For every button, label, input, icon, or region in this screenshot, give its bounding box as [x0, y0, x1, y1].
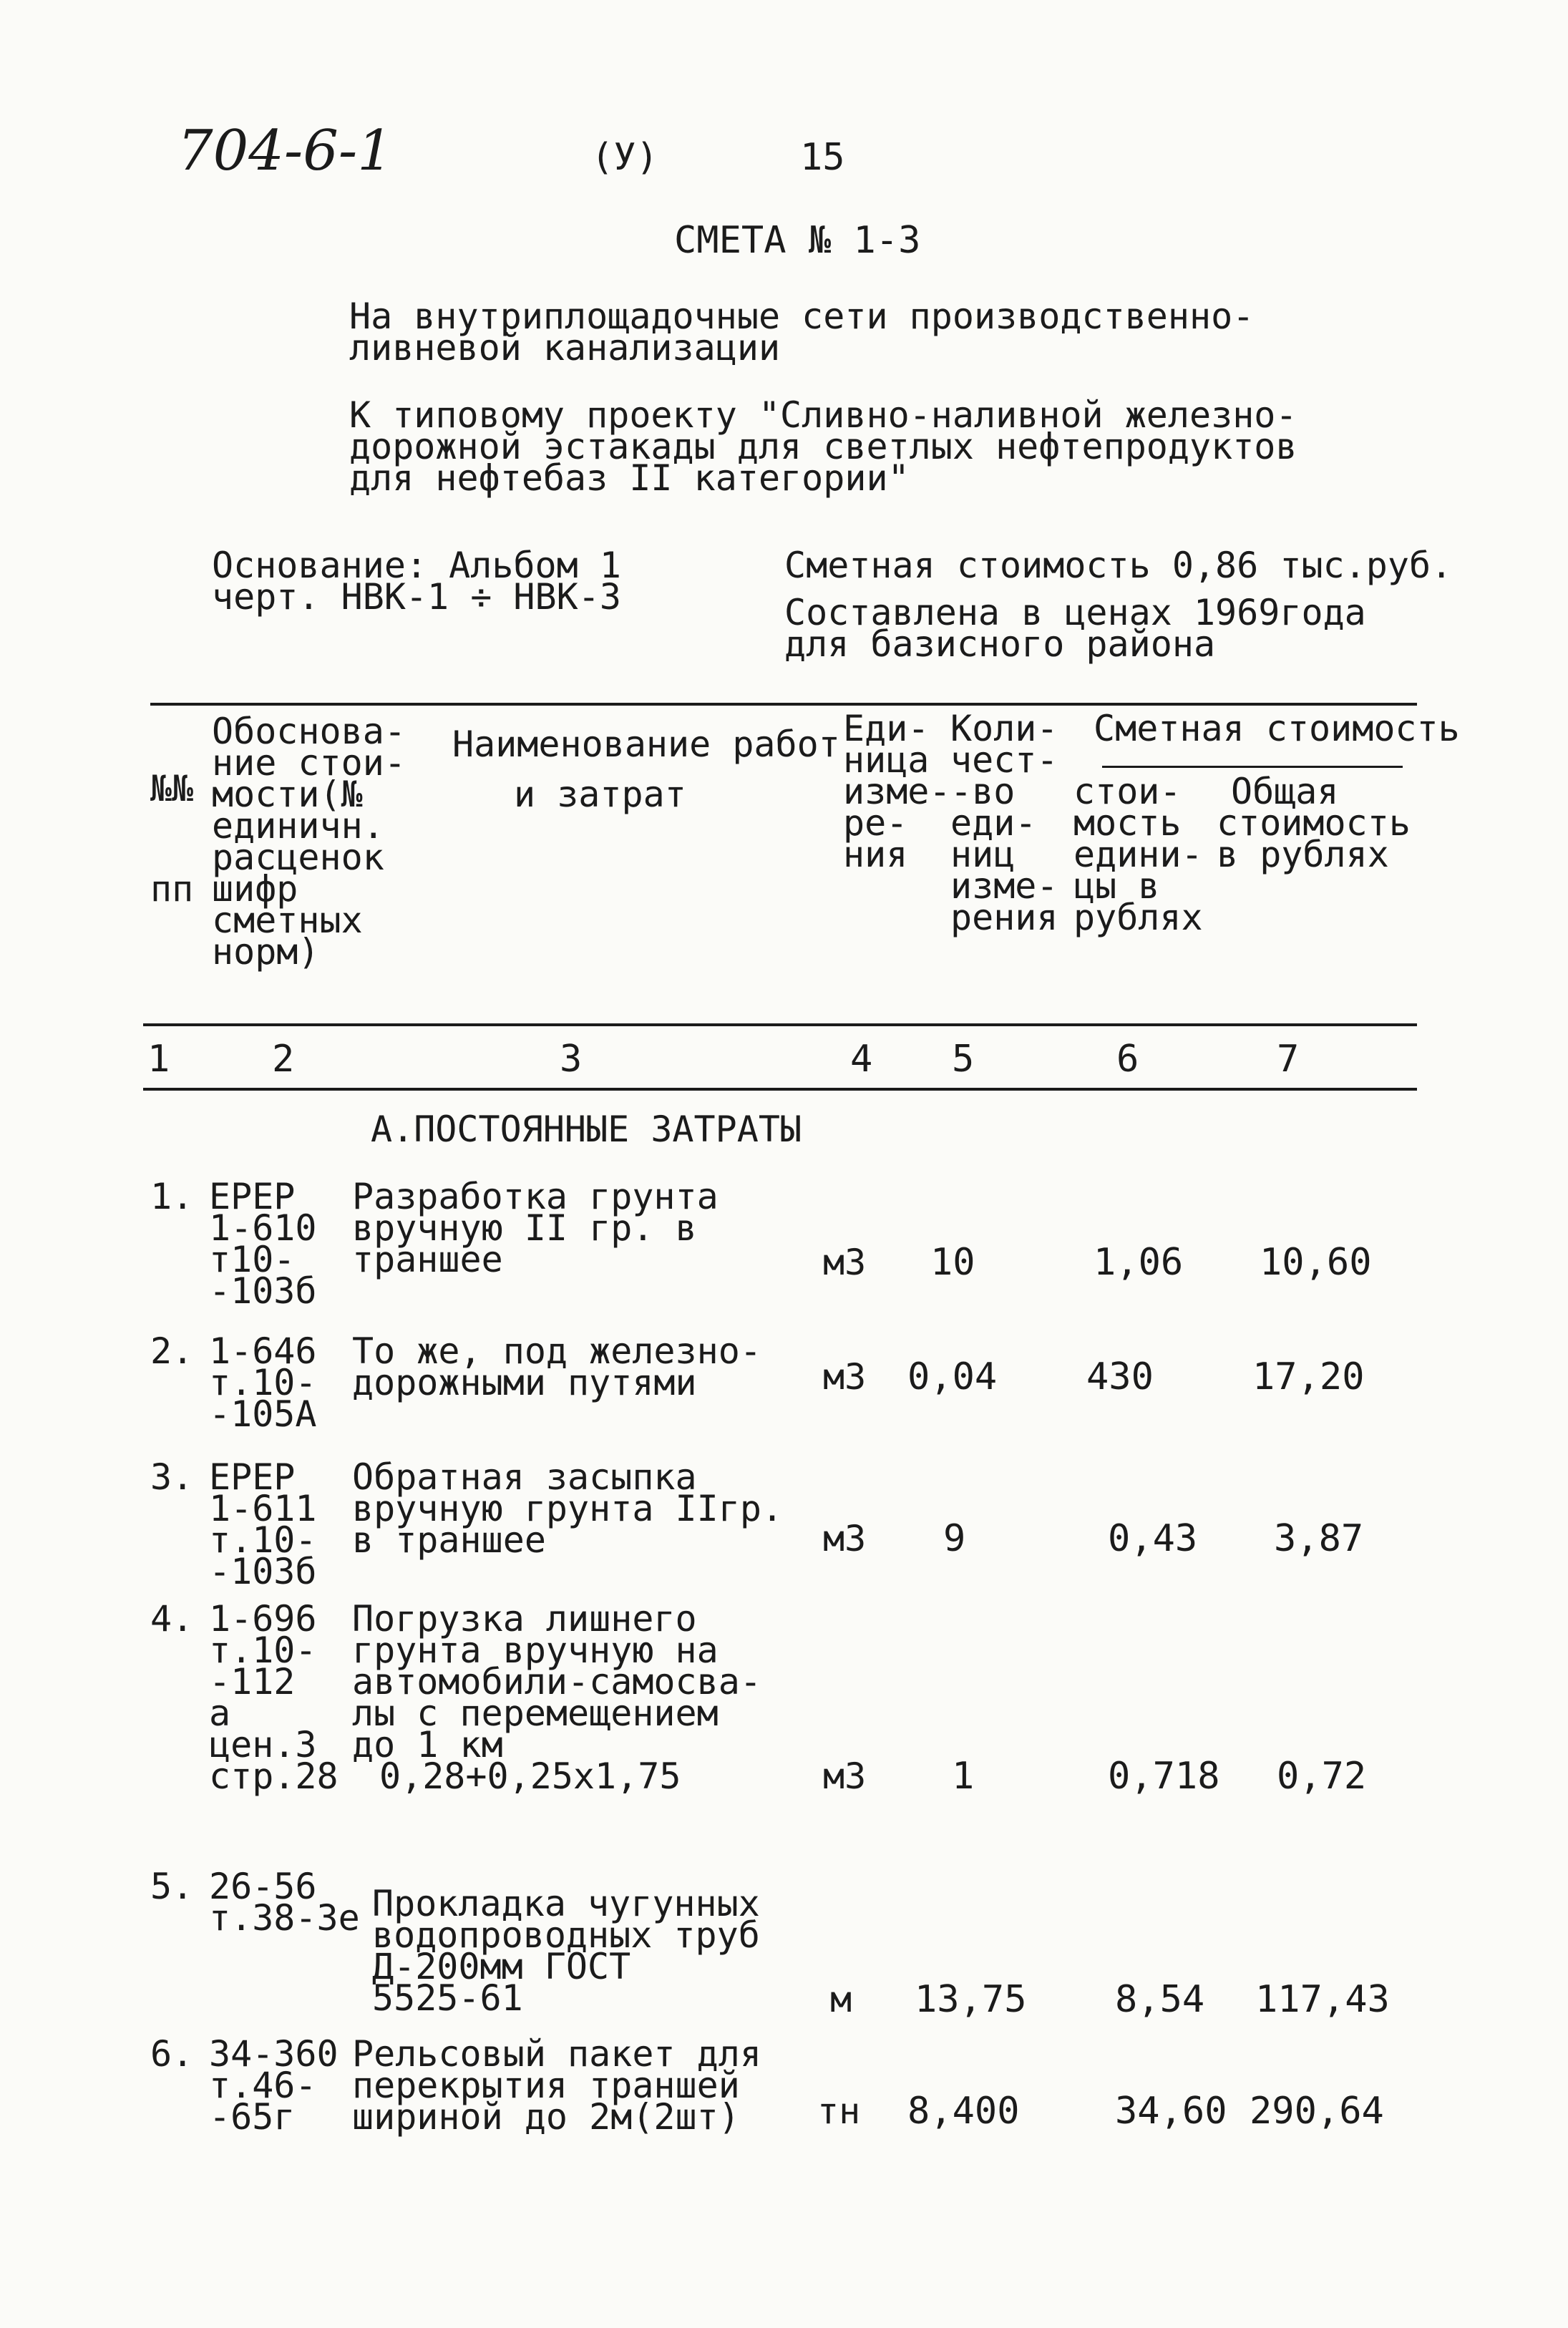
header-col6-line: стои-: [1073, 771, 1182, 812]
row-name-line: Прокладка чугунных: [372, 1883, 760, 1924]
header-col5-line: ниц: [950, 834, 1016, 875]
row-unit: м3: [823, 1242, 867, 1283]
row-quantity: 9: [943, 1517, 966, 1560]
header-col1-line-2: пп: [150, 868, 194, 910]
row-unit-cost: 34,60: [1115, 2090, 1227, 2133]
header-col4-line: Еди-: [843, 708, 930, 749]
header-col2-line: мости(№: [212, 774, 363, 815]
row-quantity: 10: [930, 1241, 975, 1284]
header-bottom-rule: [143, 1023, 1417, 1026]
header-col3-line-1: Наименование работ: [452, 724, 840, 765]
row-name-line: Разработка грунта: [352, 1176, 719, 1217]
row-quantity: 13,75: [915, 1978, 1027, 2021]
row-name-line: Погрузка лишнего: [352, 1598, 697, 1640]
row-code-line: 34-360: [209, 2033, 339, 2075]
row-code-line: -105А: [209, 1393, 317, 1435]
row-name-line: лы с перемещением: [352, 1693, 719, 1734]
row-code-line: стр.28: [209, 1755, 339, 1797]
header-col2-line: Обоснова-: [212, 711, 406, 752]
row-name-line: грунта вручную на: [352, 1630, 719, 1671]
row-name-line: То же, под железно-: [352, 1330, 761, 1372]
header-col7-line: в рублях: [1217, 834, 1389, 875]
column-numbers-rule: [143, 1088, 1417, 1091]
row-code-line: т10-: [209, 1239, 296, 1280]
header-col4-line: ница: [843, 739, 930, 781]
header-col5-line: -во: [950, 771, 1016, 812]
header-col4-line: ре-: [843, 802, 908, 844]
row-total: 117,43: [1255, 1978, 1390, 2021]
project-line-2: дорожной эстакады для светлых нефтепродуктов: [349, 426, 1297, 467]
column-number: 4: [850, 1038, 873, 1081]
header-col6-line: рублях: [1073, 897, 1203, 938]
row-code-line: а: [209, 1693, 231, 1734]
row-code-line: 26-56: [209, 1866, 317, 1907]
estimate-cost: Сметная стоимость 0,86 тыс.руб.: [784, 545, 1453, 586]
row-code-line: т.10-: [209, 1630, 317, 1671]
row-unit-cost: 430: [1086, 1355, 1154, 1398]
row-total: 290,64: [1250, 2090, 1384, 2133]
handwritten-code: 704-6-1: [177, 119, 393, 183]
subtitle-line-1: На внутриплощадочные сети производственно-: [349, 296, 1255, 337]
row-name-line: Рельсовый пакет для: [352, 2033, 761, 2075]
row-name-line: до 1 км: [352, 1724, 503, 1766]
section-heading: А.ПОСТОЯННЫЕ ЗАТРАТЫ: [371, 1109, 802, 1150]
row-unit-cost: 0,718: [1108, 1755, 1220, 1798]
row-quantity: 0,04: [907, 1355, 998, 1398]
header-col7-line: Общая: [1231, 771, 1339, 812]
row-code-line: 1-646: [209, 1330, 317, 1372]
row-number: 3.: [150, 1456, 194, 1498]
row-name-line: в траншее: [352, 1519, 546, 1561]
row-code-line: -103б: [209, 1270, 317, 1312]
column-number: 1: [147, 1038, 170, 1081]
row-name-line: 5525-61: [372, 1977, 523, 2019]
header-col6-line: мость: [1073, 802, 1182, 844]
row-unit: м3: [823, 1356, 867, 1398]
subtitle-line-2: ливневой канализации: [349, 327, 781, 369]
header-col7-line: стоимость: [1217, 802, 1411, 844]
basis-line-2: черт. НВК-1 ÷ НВК-3: [212, 576, 621, 618]
header-col5-line: рения: [950, 897, 1058, 938]
header-col2-line: расценок: [212, 837, 384, 878]
row-name-line: Д-200мм ГОСТ: [372, 1946, 631, 1987]
row-number: 4.: [150, 1598, 194, 1640]
header-col2-line: ние стои-: [212, 742, 406, 784]
column-number: 5: [952, 1038, 975, 1081]
row-code-line: цен.3: [209, 1724, 317, 1766]
row-code-line: т.38-3е: [209, 1897, 360, 1939]
document-title: СМЕТА № 1-3: [674, 219, 921, 262]
project-line-3: для нефтебаз II категории": [349, 457, 910, 499]
column-number: 6: [1116, 1038, 1139, 1081]
basis-line-1: Основание: Альбом 1: [212, 545, 621, 586]
row-code-line: -103б: [209, 1551, 317, 1592]
group-header-rule: [1102, 766, 1403, 768]
row-code-line: -65г: [209, 2096, 296, 2138]
header-col2-line: норм): [212, 931, 320, 973]
header-col5-line: изме-: [950, 865, 1058, 907]
column-number: 3: [560, 1038, 583, 1081]
row-code-line: 1-696: [209, 1598, 317, 1640]
row-number: 2.: [150, 1330, 194, 1372]
row-name-line: автомобили-самосва-: [352, 1661, 761, 1703]
estimate-prices-line-1: Составлена в ценах 1969года: [784, 592, 1366, 633]
row-quantity: 1: [952, 1755, 975, 1798]
project-line-1: К типовому проекту "Сливно-наливной железно-: [349, 394, 1297, 436]
row-total: 3,87: [1274, 1517, 1364, 1560]
row-code-line: 1-610: [209, 1207, 317, 1249]
row-total: 0,72: [1277, 1755, 1367, 1798]
row-number: 1.: [150, 1176, 194, 1217]
row-unit: м3: [823, 1755, 867, 1797]
row-code-line: -112: [209, 1661, 296, 1703]
header-col5-line: Коли-: [950, 708, 1058, 749]
row-name-line: траншее: [352, 1239, 503, 1280]
header-col4-line: изме-: [843, 771, 951, 812]
row-unit: м: [830, 1979, 852, 2020]
row-number: 6.: [150, 2033, 194, 2075]
header-col6-line: едини-: [1073, 834, 1203, 875]
row-total: 10,60: [1260, 1241, 1372, 1284]
row-code-line: ЕРЕР: [209, 1176, 296, 1217]
column-number: 2: [272, 1038, 295, 1081]
estimate-prices-line-2: для базисного района: [784, 623, 1216, 665]
row-unit-cost: 0,43: [1108, 1517, 1198, 1560]
row-code-line: т.10-: [209, 1519, 317, 1561]
row-code-line: ЕРЕР: [209, 1456, 296, 1498]
row-name-line: вручную грунта IIгр.: [352, 1488, 784, 1529]
row-name-line: перекрытия траншей: [352, 2065, 740, 2106]
header-col5-line: чест-: [950, 739, 1058, 781]
row-name-line: 0,28+0,25х1,75: [379, 1755, 681, 1797]
header-col5-line: еди-: [950, 802, 1037, 844]
row-unit-cost: 8,54: [1115, 1978, 1205, 2021]
row-quantity: 8,400: [907, 2090, 1020, 2133]
table-top-rule: [150, 703, 1417, 706]
row-code-line: т.10-: [209, 1362, 317, 1403]
row-name-line: шириной до 2м(2шт): [352, 2096, 740, 2138]
page-number: 15: [800, 136, 845, 179]
row-unit-cost: 1,06: [1094, 1241, 1184, 1284]
row-name-line: водопроводных труб: [372, 1914, 760, 1956]
header-col2-line: единичн.: [212, 805, 384, 847]
row-unit: м3: [823, 1518, 867, 1559]
column-number: 7: [1277, 1038, 1300, 1081]
header-col4-line: ния: [843, 834, 908, 875]
row-unit: тн: [817, 2090, 861, 2132]
header-col3-line-2: и затрат: [514, 774, 686, 815]
row-name-line: Обратная засыпка: [352, 1456, 697, 1498]
row-name-line: вручную II гр. в: [352, 1207, 697, 1249]
header-col1-line-1: №№: [150, 768, 194, 809]
row-name-line: дорожными путями: [352, 1362, 697, 1403]
header-col6-line: цы в: [1073, 865, 1160, 907]
header-col2-line: шифр: [212, 868, 298, 910]
header-group-estimated-cost: Сметная стоимость: [1094, 708, 1460, 749]
row-code-line: т.46-: [209, 2065, 317, 2106]
row-code-line: 1-611: [209, 1488, 317, 1529]
row-number: 5.: [150, 1866, 194, 1907]
row-total: 17,20: [1252, 1355, 1365, 1398]
header-col2-line: сметных: [212, 900, 363, 941]
page-mark: (У): [591, 136, 658, 179]
